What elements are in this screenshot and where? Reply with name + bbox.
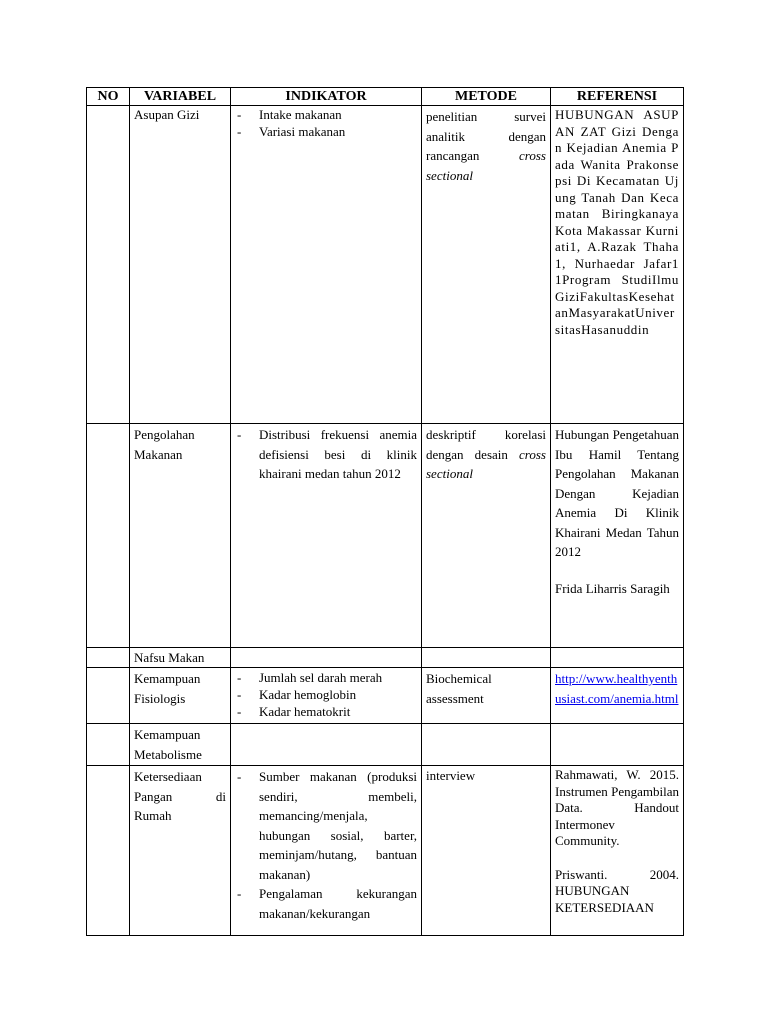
cell-referensi	[551, 766, 684, 936]
cell-metode	[422, 648, 551, 668]
list-item: - Variasi makanan	[235, 124, 417, 141]
list-item: - Sumber makanan (produksi sendiri, membeli, memancing/menjala, hubungan sosial, barter, meminjam/hutang, bantuan makanan)	[235, 767, 417, 884]
cell-referensi	[551, 106, 684, 424]
research-variables-table	[86, 87, 684, 936]
cell-no	[87, 724, 130, 766]
reference-text: HUBUNGAN ASUPAN ZAT Gizi Dengan Kejadian Anemia Pada Wanita Prakonsepsi Di Kecamatan Ujung Tanah Dan Kecamatan Biringkanaya Kota Makassar Kurniati1, A.Razak Thaha1, Nurhaedar Jafar1 1Program StudiIlmuGiziFakultasKesehatanMasyarakatUniversitasHasanuddin	[555, 107, 679, 337]
cell-variabel: Kemampuan Fisiologis	[130, 668, 231, 724]
header-variabel: VARIABEL	[130, 88, 231, 106]
cell-metode: interview	[422, 766, 551, 936]
cell-no	[87, 106, 130, 424]
cell-metode	[422, 106, 551, 424]
cell-referensi	[551, 424, 684, 648]
cell-indikator	[231, 648, 422, 668]
cell-indikator	[231, 766, 422, 936]
cell-indikator	[231, 106, 422, 424]
metode-text: penelitian survei analitik dengan rancangan	[426, 109, 546, 163]
cell-indikator	[231, 724, 422, 766]
table-row	[87, 668, 684, 724]
cell-metode	[422, 724, 551, 766]
cell-no	[87, 648, 130, 668]
list-item: - Pengalaman kekurangan makanan/kekurangan	[235, 884, 417, 923]
cell-variabel: Ketersediaan Pangan di Rumah	[130, 766, 231, 936]
metode-italic-text: cross sectional	[426, 446, 546, 481]
reference-text: Priswanti. 2004. HUBUNGAN KETERSEDIAAN	[555, 866, 679, 915]
header-no: NO	[87, 88, 130, 106]
reference-author: Frida Liharris Saragih	[555, 580, 670, 596]
cell-variabel: Kemampuan Metabolisme	[130, 724, 231, 766]
cell-referensi	[551, 668, 684, 724]
table-row	[87, 106, 684, 424]
header-referensi: REFERENSI	[551, 88, 684, 106]
table-row	[87, 424, 684, 648]
table-header-row	[87, 88, 684, 106]
table-row	[87, 766, 684, 936]
cell-indikator	[231, 424, 422, 648]
table-row	[87, 648, 684, 668]
header-indikator: INDIKATOR	[231, 88, 422, 106]
reference-text: Hubungan Pengetahuan Ibu Hamil Tentang Pengolahan Makanan Dengan Kejadian Anemia Di Klinik Khairani Medan Tahun 2012	[555, 427, 679, 559]
cell-no	[87, 668, 130, 724]
cell-no	[87, 424, 130, 648]
reference-link[interactable]: http://www.healthyenthusiast.com/anemia.html	[555, 671, 679, 706]
table-row	[87, 724, 684, 766]
cell-referensi	[551, 648, 684, 668]
list-item: - Intake makanan	[235, 107, 417, 124]
metode-italic-text: cross sectional	[426, 148, 546, 183]
list-item: - Kadar hematokrit	[235, 703, 417, 720]
cell-variabel: Pengolahan Makanan	[130, 424, 231, 648]
reference-text: Rahmawati, W. 2015. Instrumen Pengambilan Data. Handout Intermonev Community.	[555, 767, 679, 848]
list-item: - Distribusi frekuensi anemia defisiensi besi di klinik khairani medan tahun 2012	[235, 425, 417, 484]
cell-metode	[422, 424, 551, 648]
metode-text: deskriptif korelasi dengan desain	[426, 427, 546, 462]
list-item: - Jumlah sel darah merah	[235, 669, 417, 686]
cell-referensi	[551, 724, 684, 766]
list-item: - Kadar hemoglobin	[235, 686, 417, 703]
cell-metode: Biochemical assessment	[422, 668, 551, 724]
cell-indikator	[231, 668, 422, 724]
cell-variabel: Nafsu Makan	[130, 648, 231, 668]
cell-variabel: Asupan Gizi	[130, 106, 231, 424]
header-metode: METODE	[422, 88, 551, 106]
cell-no	[87, 766, 130, 936]
